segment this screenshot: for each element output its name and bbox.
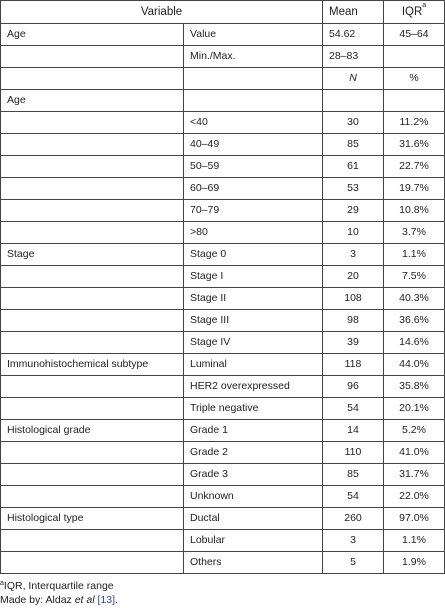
cell-subvariable: Unknown (184, 486, 323, 508)
cell-n: 10 (323, 222, 384, 244)
cell-variable (1, 442, 184, 464)
cell-variable (1, 288, 184, 310)
table-row (1, 244, 445, 266)
cell-variable (1, 46, 184, 68)
cell-variable (1, 486, 184, 508)
cell-variable: Stage (1, 244, 184, 266)
cell-pct: 44.0% (384, 354, 445, 376)
cell-n: 108 (323, 288, 384, 310)
cell-pct: 5.2% (384, 420, 445, 442)
cell-n: 54 (323, 398, 384, 420)
cell-subvariable: Stage II (184, 288, 323, 310)
cell-n: 30 (323, 112, 384, 134)
cell-variable (1, 134, 184, 156)
cell-pct: 22.7% (384, 156, 445, 178)
cell-pct: 14.6% (384, 332, 445, 354)
table-row (1, 486, 445, 508)
cell-n: 29 (323, 200, 384, 222)
cell-n: 85 (323, 134, 384, 156)
table-row (1, 310, 445, 332)
cell-pct: 11.2% (384, 112, 445, 134)
cell-variable: Immunohistochemical subtype (1, 354, 184, 376)
cell-variable (1, 266, 184, 288)
table-row (1, 354, 445, 376)
cell-pct: 40.3% (384, 288, 445, 310)
cell-subvariable: Ductal (184, 508, 323, 530)
cell-pct: 10.8% (384, 200, 445, 222)
table-row (1, 24, 445, 46)
cell-pct: 31.7% (384, 464, 445, 486)
cell-variable (1, 178, 184, 200)
cell-variable (1, 68, 184, 90)
header-iqr-label: IQR (401, 6, 423, 18)
table-row (1, 112, 445, 134)
cell-n: 3 (323, 530, 384, 552)
cell-subvariable: Lobular (184, 530, 323, 552)
cell-pct: 19.7% (384, 178, 445, 200)
cell-n: 20 (323, 266, 384, 288)
cell-mean: 28–83 (323, 46, 384, 68)
cell-subvariable: Stage IV (184, 332, 323, 354)
cell-variable: Histological type (1, 508, 184, 530)
cell-pct: 3.7% (384, 222, 445, 244)
cell-subvariable: 40–49 (184, 134, 323, 156)
cell-variable (1, 310, 184, 332)
cell-n: 85 (323, 464, 384, 486)
table-row (1, 376, 445, 398)
cell-n: 110 (323, 442, 384, 464)
table-header-row (1, 1, 445, 24)
cell-pct: 36.6% (384, 310, 445, 332)
cell-pct: 35.8% (384, 376, 445, 398)
cell-variable (1, 530, 184, 552)
cell-n (323, 90, 384, 112)
table-row (1, 464, 445, 486)
cell-mean: 54.62 (323, 24, 384, 46)
cell-variable: Age (1, 24, 184, 46)
cell-subvariable (184, 68, 323, 90)
header-mean: Mean (323, 1, 384, 24)
table-row (1, 398, 445, 420)
cell-variable: Age (1, 90, 184, 112)
cell-pct: 31.6% (384, 134, 445, 156)
cell-pct: 1.1% (384, 244, 445, 266)
table-row (1, 442, 445, 464)
cell-subvariable: Grade 3 (184, 464, 323, 486)
cell-variable (1, 112, 184, 134)
cell-pct: 7.5% (384, 266, 445, 288)
cell-subvariable: 50–59 (184, 156, 323, 178)
table-row (1, 552, 445, 574)
cell-n-header: N (323, 68, 384, 90)
table-row (1, 68, 445, 90)
cell-subvariable: Triple negative (184, 398, 323, 420)
cell-subvariable: Grade 2 (184, 442, 323, 464)
footnote-text: IQR, Interquartile range (3, 580, 114, 592)
table-row (1, 90, 445, 112)
cell-variable: Histological grade (1, 420, 184, 442)
cell-subvariable: Luminal (184, 354, 323, 376)
header-iqr (384, 1, 445, 24)
cell-n: 39 (323, 332, 384, 354)
cell-n: 96 (323, 376, 384, 398)
source-end: . (115, 594, 118, 606)
header-variable: Variable (1, 1, 323, 24)
footnote-source (0, 593, 118, 607)
cell-pct-header: % (384, 68, 445, 90)
table-row (1, 200, 445, 222)
cell-n: 118 (323, 354, 384, 376)
table-row (1, 46, 445, 68)
header-iqr-footnote-mark: a (422, 2, 427, 9)
cell-variable (1, 200, 184, 222)
cell-subvariable: Stage 0 (184, 244, 323, 266)
cell-variable (1, 552, 184, 574)
cell-subvariable: >80 (184, 222, 323, 244)
cell-n: 5 (323, 552, 384, 574)
cell-n: 54 (323, 486, 384, 508)
cell-n: 14 (323, 420, 384, 442)
table-row (1, 420, 445, 442)
cell-pct: 1.1% (384, 530, 445, 552)
table-row (1, 530, 445, 552)
cell-subvariable: Stage III (184, 310, 323, 332)
table-row (1, 222, 445, 244)
cell-pct (384, 90, 445, 112)
cell-pct: 1.9% (384, 552, 445, 574)
table-row (1, 266, 445, 288)
table-body (1, 24, 445, 574)
cell-subvariable: Value (184, 24, 323, 46)
table-row (1, 134, 445, 156)
footnote-iqr (0, 579, 114, 593)
table-row (1, 332, 445, 354)
cell-variable (1, 376, 184, 398)
cell-n: 3 (323, 244, 384, 266)
cell-subvariable: Stage I (184, 266, 323, 288)
cell-subvariable: Grade 1 (184, 420, 323, 442)
cell-variable (1, 222, 184, 244)
cell-pct: 41.0% (384, 442, 445, 464)
table-row (1, 156, 445, 178)
source-prefix: Made by: Aldaz (0, 594, 75, 606)
cell-n: 53 (323, 178, 384, 200)
cell-pct: 22.0% (384, 486, 445, 508)
cell-n: 98 (323, 310, 384, 332)
table-row (1, 508, 445, 530)
cell-variable (1, 332, 184, 354)
cell-subvariable: 60–69 (184, 178, 323, 200)
cell-n: 260 (323, 508, 384, 530)
cell-pct: 20.1% (384, 398, 445, 420)
cell-subvariable: Min./Max. (184, 46, 323, 68)
table-row (1, 288, 445, 310)
cell-variable (1, 398, 184, 420)
reference-link[interactable]: [13] (97, 594, 116, 606)
cell-subvariable: <40 (184, 112, 323, 134)
cell-iqr: 45–64 (384, 24, 445, 46)
cell-variable (1, 464, 184, 486)
cell-subvariable (184, 90, 323, 112)
cell-n: 61 (323, 156, 384, 178)
cell-subvariable: HER2 overexpressed (184, 376, 323, 398)
cell-subvariable: 70–79 (184, 200, 323, 222)
cell-subvariable: Others (184, 552, 323, 574)
cell-pct: 97.0% (384, 508, 445, 530)
cell-variable (1, 156, 184, 178)
source-etal: et al (74, 594, 95, 606)
footnote-mark: a (0, 580, 4, 587)
cell-iqr (384, 46, 445, 68)
table-row (1, 178, 445, 200)
